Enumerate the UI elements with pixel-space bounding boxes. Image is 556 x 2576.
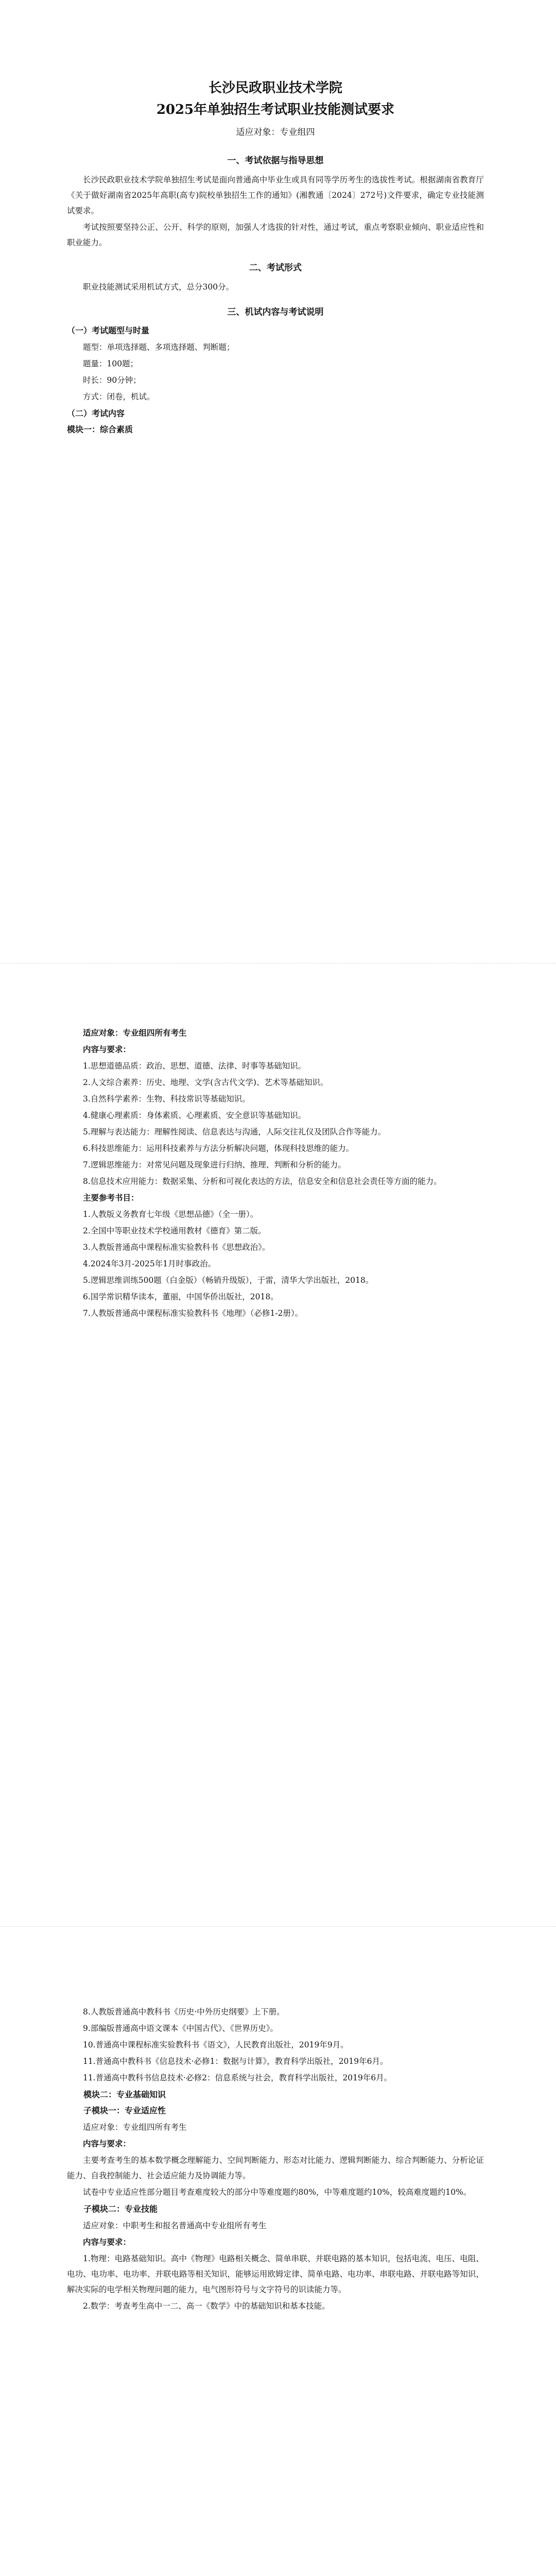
submodule-1-target: 适应对象：专业组四所有考生 bbox=[83, 2123, 187, 2132]
book-item: 11.普通高中教科书《信息技术·必修1：数据与计算》，教育科学出版社，2019年6月。 bbox=[83, 2057, 388, 2066]
book-item: 9.部编版普通高中语文课本《中国古代》、《世界历史》。 bbox=[83, 2024, 279, 2033]
book-item: 5.逻辑思维训练500题（白金版）（畅销升级版），于雷，清华大学出版社，2018。 bbox=[83, 1276, 374, 1285]
book-item: 10.普通高中课程标准实验教科书《语文》，人民教育出版社，2019年9月。 bbox=[83, 2040, 349, 2049]
submodule-2-physics: 1.物理：电路基础知识。高中《物理》电路相关概念、简单串联、并联电路的基本知识，包括电流、电压、电阻、电功、电功率、电功率、并联电路等相关知识，能够运用欧姆定律、简单电路、电功率、串联电路、并联电路等知识，解决实际的电学相关物理问题的能力，电气图形符号与文字符号的识读能力等。 bbox=[67, 2254, 484, 2294]
submodule-2-req-label: 内容与要求： bbox=[83, 2237, 131, 2247]
module-1-item: 4.健康心理素质：身体素质、心理素质、安全意识等基础知识。 bbox=[83, 1111, 306, 1120]
book-item: 3.人教版普通高中课程标准实验教科书《思想政治》。 bbox=[83, 1243, 270, 1252]
module-1-target bbox=[67, 1025, 484, 1041]
book-item: 8.人教版普通高中教科书《历史·中外历史纲要》上下册。 bbox=[83, 2007, 285, 2016]
target-label: 适应对象：专业组四所有考生 bbox=[83, 1028, 187, 1038]
submodule-1-paragraph: 主要考查考生的基本数学概念理解能力、空间判断能力、形态对比能力、逻辑判断能力、综合判断能力、分析论证能力、自我控制能力、社会适应能力及协调能力等。 bbox=[67, 2156, 484, 2180]
submodule-1-title: 子模块一：专业适应性 bbox=[83, 2106, 166, 2115]
page-2 bbox=[0, 963, 556, 1926]
module-1-req-label: 内容与要求： bbox=[83, 1044, 131, 1054]
module-1-item: 8.信息技术应用能力：数据采集、分析和可视化表达的方法，信息安全和信息社会责任等方面的能力。 bbox=[83, 1177, 442, 1186]
question-types: 题型：单项选择题、多项选择题、判断题； bbox=[83, 343, 235, 352]
book-item: 4.2024年3月-2025年1月时事政治。 bbox=[83, 1259, 216, 1268]
types-subheading: （一）考试题型与时量 bbox=[67, 326, 150, 335]
module-1-item: 5.理解与表达能力：理解性阅读、信息表达与沟通，人际交往礼仪及团队合作等能力。 bbox=[83, 1127, 386, 1137]
module-1-item: 6.科技思维能力：运用科技素养与方法分析解决问题，体现科技思维的能力。 bbox=[83, 1144, 354, 1153]
question-count: 题量：100题； bbox=[83, 359, 138, 368]
book-item: 1.人教版义务教育七年级《思想品德》（全一册）。 bbox=[83, 1210, 258, 1219]
module-1-item: 7.逻辑思维能力：对常见问题及现象进行归纳、推理、判断和分析的能力。 bbox=[83, 1160, 346, 1170]
module-2-title: 模块二：专业基础知识 bbox=[83, 2090, 166, 2099]
audience-line: 适应对象：专业组四 bbox=[236, 127, 315, 138]
module-1-books bbox=[67, 1207, 484, 1321]
book-item: 6.国学常识精华读本，董丽，中国华侨出版社，2018。 bbox=[83, 1292, 279, 1301]
page-1 bbox=[0, 0, 556, 963]
submodule-1-ratio: 试卷中专业适应性部分题目考查难度较大的部分中等难度题约80%，中等难度题约10%，较高难度题约10%。 bbox=[83, 2188, 472, 2197]
submodule-2-target: 适应对象：中职考生和报名普通高中专业组所有考生 bbox=[83, 2221, 267, 2230]
basis-paragraph-1: 长沙民政职业技术学院单独招生考试是面向普通高中毕业生或具有同等学历考生的选拔性考试。根据湖南省教育厅《关于做好湖南省2025年高职(高专)院校单独招生工作的通知》(湘教通〔2024〕272号)文件要求，确定专业技能测试要求。 bbox=[67, 175, 484, 215]
submodule-2-title: 子模块二：专业技能 bbox=[83, 2204, 158, 2214]
exam-duration: 时长：90分钟； bbox=[83, 376, 141, 385]
module-1-item: 1.思想道德品质：政治、思想、道德、法律、时事等基础知识。 bbox=[83, 1061, 306, 1071]
section-basis-heading: 一、考试依据与指导思想 bbox=[227, 156, 324, 166]
module-1-items bbox=[67, 1058, 484, 1189]
form-paragraph: 职业技能测试采用机试方式，总分300分。 bbox=[83, 282, 234, 292]
section-content-heading: 三、机试内容与考试说明 bbox=[227, 307, 324, 317]
book-item: 11.普通高中教科书信息技术·必修2：信息系统与社会，教育科学出版社，2019年6月。 bbox=[83, 2073, 392, 2082]
submodule-1-req-label: 内容与要求： bbox=[83, 2139, 131, 2148]
section-form-heading: 二、考试形式 bbox=[249, 263, 302, 273]
page-3 bbox=[0, 1927, 556, 2576]
basis-paragraph-2: 考试按照要坚持公正、公开、科学的原则，加强人才选拔的针对性，通过考试，重点考察职业倾向、职业适应性和职业能力。 bbox=[67, 223, 484, 247]
book-item: 7.人教版普通高中课程标准实验教科书《地理》（必修1-2册）。 bbox=[83, 1309, 303, 1318]
exam-method: 方式：闭卷，机试。 bbox=[83, 392, 155, 401]
document-title: 2025年单独招生考试职业技能测试要求 bbox=[156, 102, 395, 117]
school-name: 长沙民政职业技术学院 bbox=[208, 80, 342, 96]
module-1-title: 模块一：综合素质 bbox=[67, 425, 133, 434]
module-1-books-label: 主要参考书目： bbox=[83, 1193, 139, 1202]
content-subheading: （二）考试内容 bbox=[67, 409, 125, 418]
book-item: 2.全国中等职业技术学校通用教材《德育》第二版。 bbox=[83, 1226, 266, 1235]
module-1-item: 3.自然科学素养：生物、科技常识等基础知识。 bbox=[83, 1094, 250, 1104]
module-1-item: 2.人文综合素养：历史、地理、文学(含古代文学)、艺术等基础知识。 bbox=[83, 1078, 328, 1087]
submodule-2-math: 2.数学：考查考生高中一二、高一《数学》中的基础知识和基本技能。 bbox=[83, 2301, 330, 2311]
